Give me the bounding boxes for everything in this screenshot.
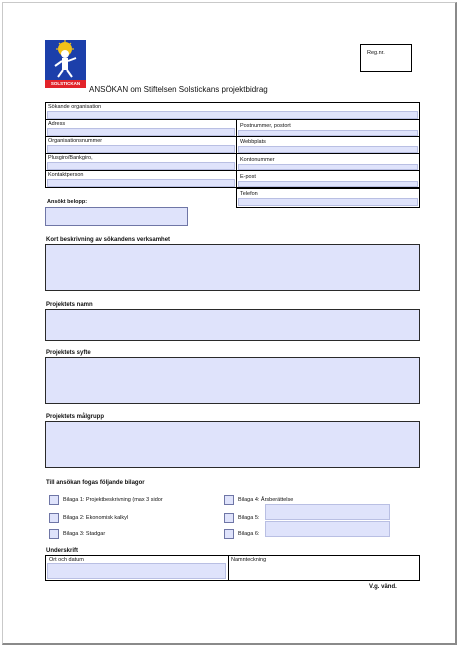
label-bilaga-5: Bilaga 5: — [238, 515, 260, 521]
vg-vand-text: V.g. vänd. — [369, 584, 397, 590]
input-bilaga-6[interactable] — [265, 521, 390, 537]
input-plusgiro[interactable] — [47, 162, 235, 170]
label-adress: Adress — [48, 121, 66, 127]
label-bilaga-4: Bilaga 4: Årsberättelse — [238, 497, 294, 503]
checkbox-bilaga-6[interactable] — [224, 529, 234, 539]
label-bilaga-1: Bilaga 1: Projektbeskrivning (max 3 sidor — [63, 497, 163, 503]
checkbox-bilaga-5[interactable] — [224, 513, 234, 523]
label-epost: E-post — [240, 174, 256, 180]
label-kontonummer: Kontonummer — [240, 157, 275, 163]
label-sokande-organisation: Sökande organisation — [48, 104, 102, 110]
label-telefon: Telefon — [240, 191, 258, 197]
input-ansokt-belopp[interactable] — [45, 207, 188, 226]
org-row-line — [45, 136, 420, 137]
label-postnummer: Postnummer, postort — [240, 123, 291, 129]
label-bilagor-title: Till ansökan fogas följande bilagor — [46, 480, 145, 486]
input-webbplats[interactable] — [238, 146, 418, 153]
label-webbplats: Webbplats — [240, 139, 266, 145]
input-projektets-malgrupp[interactable] — [45, 421, 420, 468]
input-namnteckning[interactable] — [230, 563, 418, 579]
input-organisationsnummer[interactable] — [47, 145, 235, 153]
label-kontaktperson: Kontaktperson — [48, 172, 84, 178]
label-namnteckning: Namnteckning — [231, 557, 267, 563]
checkbox-bilaga-3[interactable] — [49, 529, 59, 539]
label-bilaga-3: Bilaga 3: Stadgar — [63, 531, 106, 537]
input-telefon[interactable] — [238, 198, 418, 206]
checkbox-bilaga-4[interactable] — [224, 495, 234, 505]
form-title: ANSÖKAN om Stiftelsen Solstickans projektbidrag — [89, 85, 268, 94]
label-ansokt-belopp: Ansökt belopp: — [47, 199, 88, 205]
input-adress[interactable] — [47, 128, 235, 136]
checkbox-bilaga-1[interactable] — [49, 495, 59, 505]
input-epost[interactable] — [238, 181, 418, 187]
logo-text: SOLSTICKAN — [50, 81, 81, 86]
input-ort-datum[interactable] — [47, 563, 226, 579]
input-postnummer[interactable] — [238, 130, 418, 136]
label-plusgiro: Plusgiro/Bankgiro, — [48, 155, 93, 161]
label-projektets-namn: Projektets namn — [46, 302, 93, 308]
input-projektets-syfte[interactable] — [45, 357, 420, 404]
reg-nr-label: Reg.nr. — [367, 50, 385, 56]
label-kort-beskrivning: Kort beskrivning av sökandens verksamhet — [46, 237, 171, 243]
label-ort-datum: Ort och datum — [49, 557, 84, 563]
label-organisationsnummer: Organisationsnummer — [48, 138, 103, 144]
solstickan-logo — [45, 40, 86, 88]
label-bilaga-6: Bilaga 6: — [238, 531, 260, 537]
label-projektets-syfte: Projektets syfte — [46, 350, 91, 356]
label-bilaga-2: Bilaga 2: Ekonomisk kalkyl — [63, 515, 129, 521]
input-kontonummer[interactable] — [238, 164, 418, 170]
form-page — [2, 2, 457, 645]
input-sokande-organisation[interactable] — [47, 111, 418, 119]
signature-divider — [228, 555, 229, 581]
checkbox-bilaga-2[interactable] — [49, 513, 59, 523]
input-bilaga-5[interactable] — [265, 504, 390, 520]
input-projektets-namn[interactable] — [45, 309, 420, 341]
org-table — [45, 102, 420, 208]
org-row-line — [45, 153, 420, 154]
input-kort-beskrivning[interactable] — [45, 244, 420, 291]
label-projektets-malgrupp: Projektets målgrupp — [46, 414, 105, 420]
org-row-line — [45, 170, 420, 171]
reg-nr-box[interactable] — [360, 44, 412, 72]
label-underskrift: Underskrift — [46, 548, 79, 554]
input-kontaktperson[interactable] — [47, 179, 235, 187]
org-row-line — [45, 119, 420, 120]
